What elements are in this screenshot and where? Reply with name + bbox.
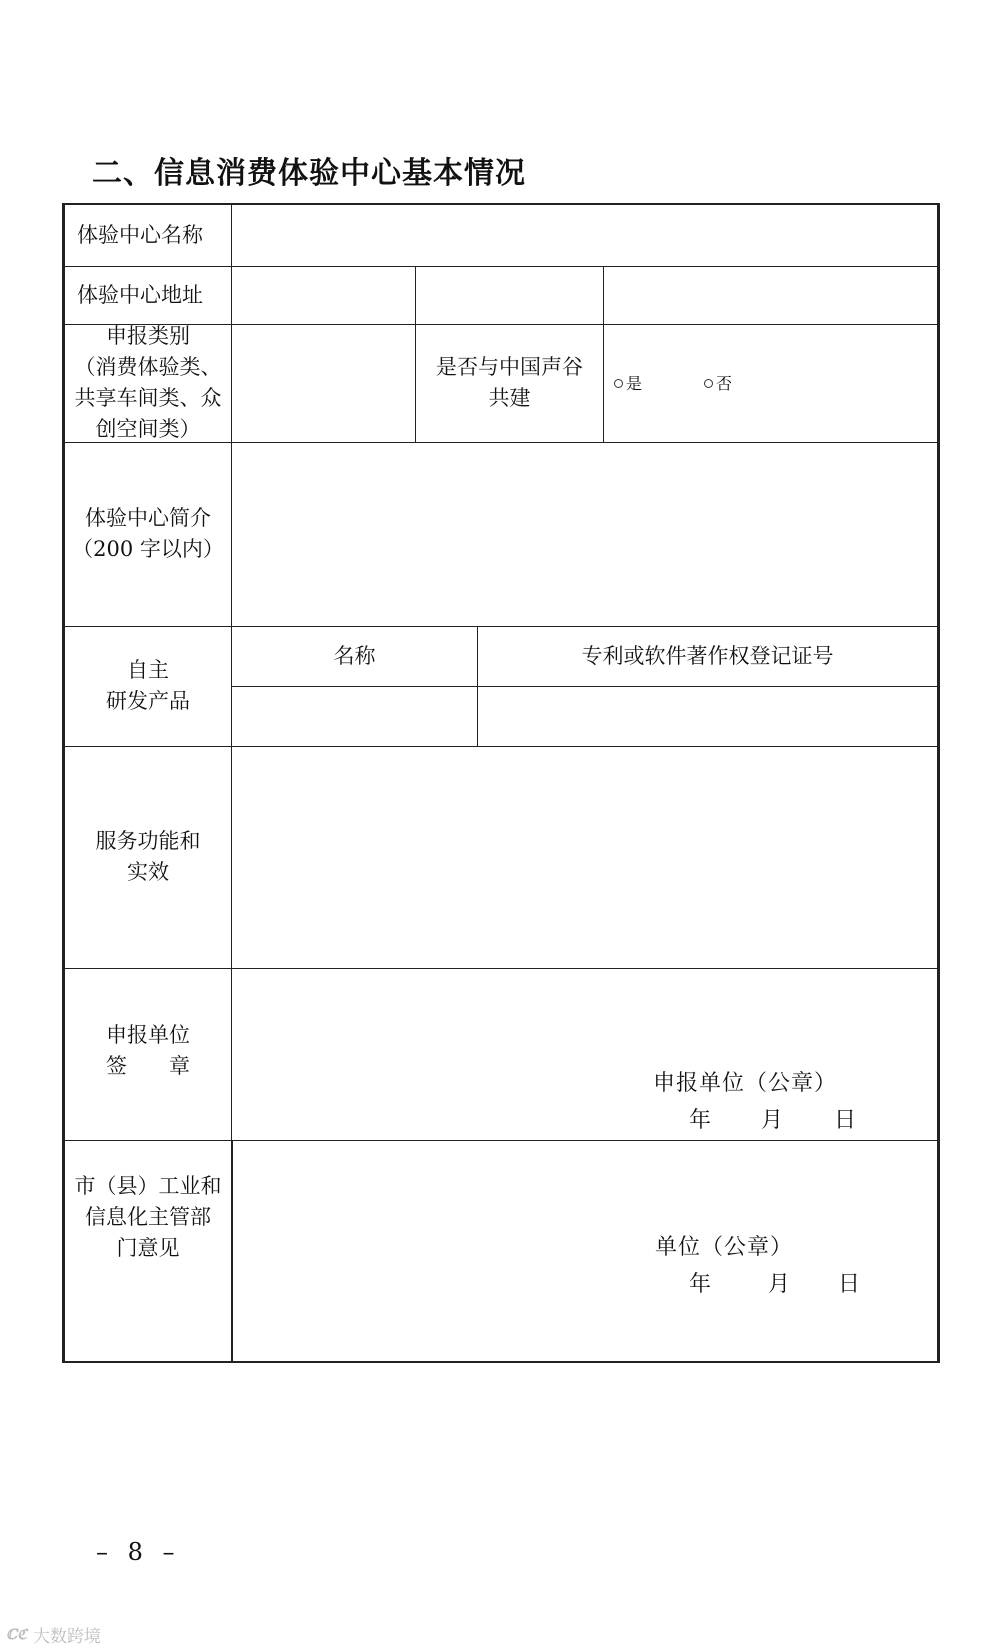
co-build-label-line-2: 共建: [488, 386, 531, 410]
radio-circle-icon: [614, 379, 623, 388]
product-name-field[interactable]: [232, 687, 477, 746]
watermark: [6, 1622, 101, 1647]
products-label-line-1: 自主: [127, 658, 169, 682]
products-label: [65, 626, 231, 746]
category-label-line-1: 申报类别: [106, 324, 190, 348]
dept-date-year: 年: [689, 1272, 712, 1297]
center-name-label: 体验中心名称: [77, 223, 203, 247]
service-field[interactable]: [232, 746, 937, 968]
basic-info-form: [62, 203, 940, 1363]
patent-number-field[interactable]: [478, 687, 937, 746]
co-build-yes-radio[interactable]: [614, 368, 642, 399]
applicant-label-line-1: 申报单位: [106, 1023, 190, 1047]
category-label-line-3: 共享车间类、众: [74, 386, 222, 410]
category-label-line-4: 创空间类）: [95, 417, 201, 441]
center-intro-label: [65, 442, 231, 626]
application-category-label: [65, 324, 231, 442]
product-name-header: 名称: [333, 643, 376, 668]
service-label-line-2: 实效: [127, 860, 169, 884]
applicant-date-year: 年: [689, 1108, 712, 1133]
dept-date-month: 月: [768, 1272, 791, 1297]
application-category-field[interactable]: [232, 324, 415, 442]
category-label-line-2: （消费体验类、: [74, 355, 222, 379]
dept-opinion-label: [65, 1140, 231, 1361]
applicant-seal-field[interactable]: [232, 968, 937, 1140]
intro-label-line-2: （200 字以内）: [72, 537, 224, 561]
applicant-label-line-2: 签 章: [106, 1054, 190, 1078]
radio-circle-icon: [704, 379, 713, 388]
center-address-label: 体验中心地址: [77, 282, 203, 307]
dept-stamp-text: 单位（公章）: [655, 1235, 794, 1260]
service-label-line-1: 服务功能和: [95, 829, 201, 853]
watermark-text: 大数跨境: [33, 1627, 101, 1647]
center-address-field-1[interactable]: [232, 266, 415, 324]
applicant-date-day: 日: [834, 1108, 857, 1133]
center-name-field[interactable]: [232, 205, 937, 266]
center-address-field-2[interactable]: [416, 266, 603, 324]
applicant-seal-label: [65, 968, 231, 1140]
co-build-no-label: 否: [716, 373, 733, 393]
center-intro-field[interactable]: [232, 442, 937, 626]
patent-number-header: 专利或软件著作权登记证号: [581, 643, 834, 668]
co-build-no-radio[interactable]: [704, 368, 732, 399]
dept-opinion-field[interactable]: [233, 1140, 937, 1361]
applicant-date-month: 月: [761, 1108, 784, 1133]
co-build-yes-label: 是: [626, 373, 643, 393]
section-title: 二、信息消费体验中心基本情况: [92, 156, 526, 191]
dept-label-line-2: 信息化主管部: [85, 1205, 211, 1229]
watermark-logo-icon: ℂℭ: [6, 1626, 27, 1643]
dept-label-line-3: 门意见: [116, 1236, 180, 1260]
co-build-label: [416, 324, 603, 442]
co-build-options: [604, 324, 937, 442]
center-address-field-3[interactable]: [604, 266, 937, 324]
co-build-label-line-1: 是否与中国声谷: [436, 355, 583, 379]
intro-label-line-1: 体验中心简介: [84, 506, 211, 530]
applicant-stamp-text: 申报单位（公章）: [653, 1071, 838, 1096]
dept-date-day: 日: [838, 1272, 861, 1297]
page-number: – 8 –: [96, 1538, 181, 1566]
products-label-line-2: 研发产品: [106, 689, 190, 713]
service-label: [65, 746, 231, 968]
dept-label-line-1: 市（县）工业和: [74, 1174, 222, 1198]
